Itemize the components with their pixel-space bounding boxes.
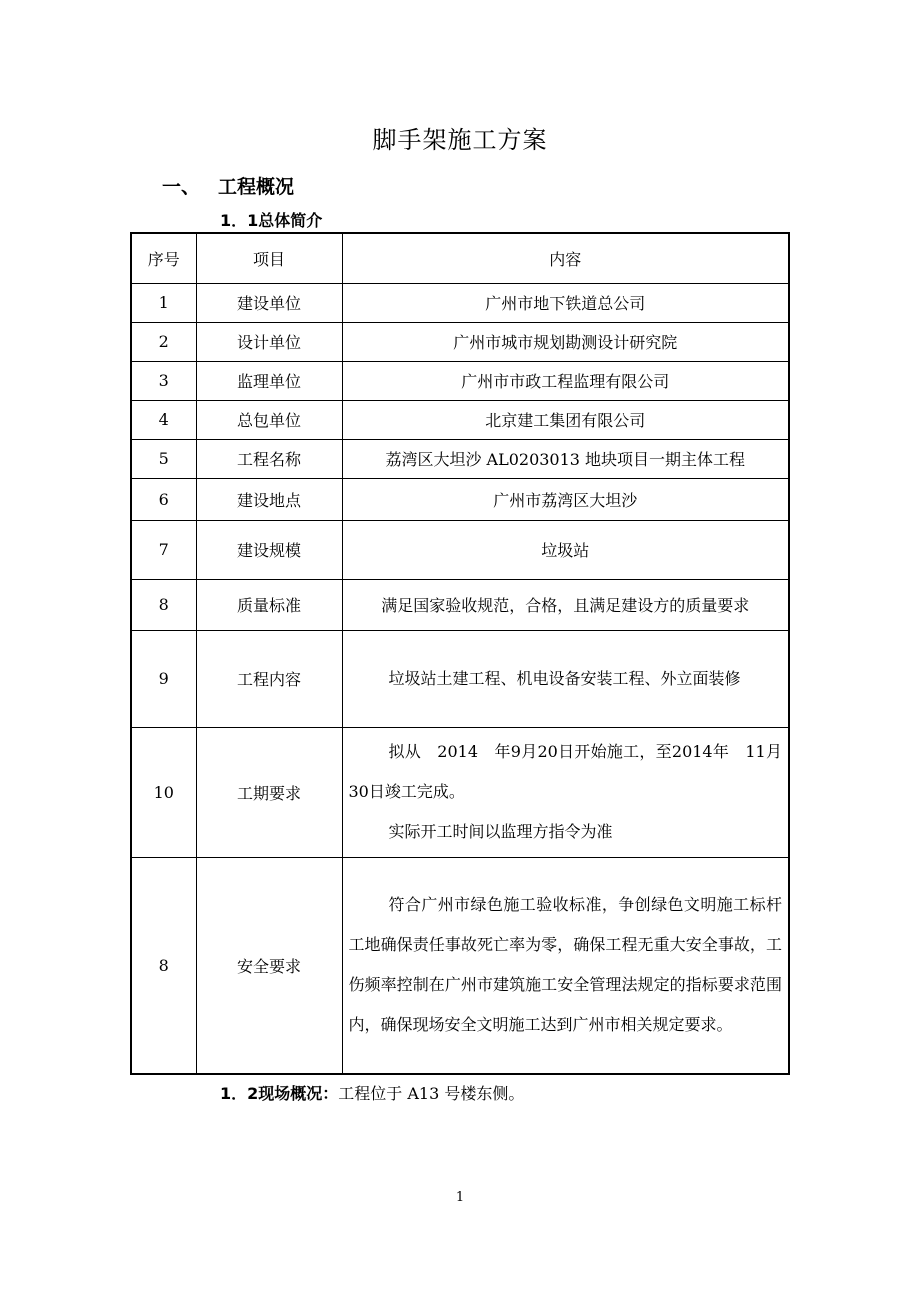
row-item: 设计单位 bbox=[196, 322, 342, 361]
row-content: 垃圾站 bbox=[342, 520, 789, 579]
row-number: 5 bbox=[131, 439, 196, 478]
table-row bbox=[131, 727, 789, 857]
row-content bbox=[342, 630, 789, 727]
row-content: 广州市市政工程监理有限公司 bbox=[342, 361, 789, 400]
table-row bbox=[131, 520, 789, 579]
page-number: 1 bbox=[455, 1190, 465, 1205]
table-row bbox=[131, 579, 789, 630]
site-overview-label: 1．2现场概况： bbox=[220, 1084, 339, 1103]
table-row bbox=[131, 322, 789, 361]
site-overview bbox=[220, 1081, 524, 1104]
row-number: 8 bbox=[131, 857, 196, 1074]
section-title: 工程概况 bbox=[218, 176, 295, 198]
section-heading bbox=[162, 172, 294, 199]
row-item: 建设单位 bbox=[196, 283, 342, 322]
table-row bbox=[131, 283, 789, 322]
content-paragraph: 符合广州市绿色施工验收标准，争创绿色文明施工标杆工地确保责任事故死亡率为零，确保工程无重大安全事故，工伤频率控制在广州市建筑施工安全管理法规定的指标要求范围内，确保现场安全文明施工达到广州市相关规定要求。 bbox=[348, 895, 782, 1035]
table-header-row bbox=[131, 233, 789, 283]
row-item: 总包单位 bbox=[196, 400, 342, 439]
row-item: 安全要求 bbox=[196, 857, 342, 1074]
row-number: 8 bbox=[131, 579, 196, 630]
table-row bbox=[131, 857, 789, 1074]
row-item: 工程名称 bbox=[196, 439, 342, 478]
row-content: 广州市地下铁道总公司 bbox=[342, 283, 789, 322]
row-number: 9 bbox=[131, 630, 196, 727]
overview-table bbox=[130, 232, 790, 1075]
table-row bbox=[131, 478, 789, 520]
row-item: 建设规模 bbox=[196, 520, 342, 579]
site-overview-text: 工程位于 A13 号楼东侧。 bbox=[338, 1084, 525, 1103]
header-cell-no: 序号 bbox=[131, 233, 196, 283]
row-item: 工程内容 bbox=[196, 630, 342, 727]
row-content: 广州市城市规划勘测设计研究院 bbox=[342, 322, 789, 361]
table-row bbox=[131, 361, 789, 400]
row-content bbox=[342, 857, 789, 1074]
content-paragraph: 实际开工时间以监理方指令为准 bbox=[388, 822, 613, 841]
row-number: 7 bbox=[131, 520, 196, 579]
row-item: 监理单位 bbox=[196, 361, 342, 400]
row-number: 1 bbox=[131, 283, 196, 322]
row-content: 广州市荔湾区大坦沙 bbox=[342, 478, 789, 520]
table-row bbox=[131, 630, 789, 727]
row-item: 质量标准 bbox=[196, 579, 342, 630]
section-number: 一、 bbox=[162, 176, 201, 198]
row-item: 工期要求 bbox=[196, 727, 342, 857]
row-content: 北京建工集团有限公司 bbox=[342, 400, 789, 439]
content-paragraph: 拟从 2014 年9月20日开始施工，至2014年 11月30日竣工完成。 bbox=[348, 742, 782, 801]
row-number: 3 bbox=[131, 361, 196, 400]
content-paragraph: 垃圾站土建工程、机电设备安装工程、外立面装修 bbox=[388, 668, 741, 688]
header-cell-item: 项目 bbox=[196, 233, 342, 283]
row-number: 4 bbox=[131, 400, 196, 439]
document-title: 脚手架施工方案 bbox=[372, 126, 548, 154]
row-number: 2 bbox=[131, 322, 196, 361]
row-number: 10 bbox=[131, 727, 196, 857]
row-item: 建设地点 bbox=[196, 478, 342, 520]
row-number: 6 bbox=[131, 478, 196, 520]
row-content: 满足国家验收规范，合格，且满足建设方的质量要求 bbox=[342, 579, 789, 630]
row-content bbox=[342, 727, 789, 857]
table-row bbox=[131, 400, 789, 439]
header-cell-content: 内容 bbox=[342, 233, 789, 283]
table-row bbox=[131, 439, 789, 478]
subsection-heading: 1．1总体简介 bbox=[220, 211, 323, 230]
row-content: 荔湾区大坦沙 AL0203013 地块项目一期主体工程 bbox=[342, 439, 789, 478]
